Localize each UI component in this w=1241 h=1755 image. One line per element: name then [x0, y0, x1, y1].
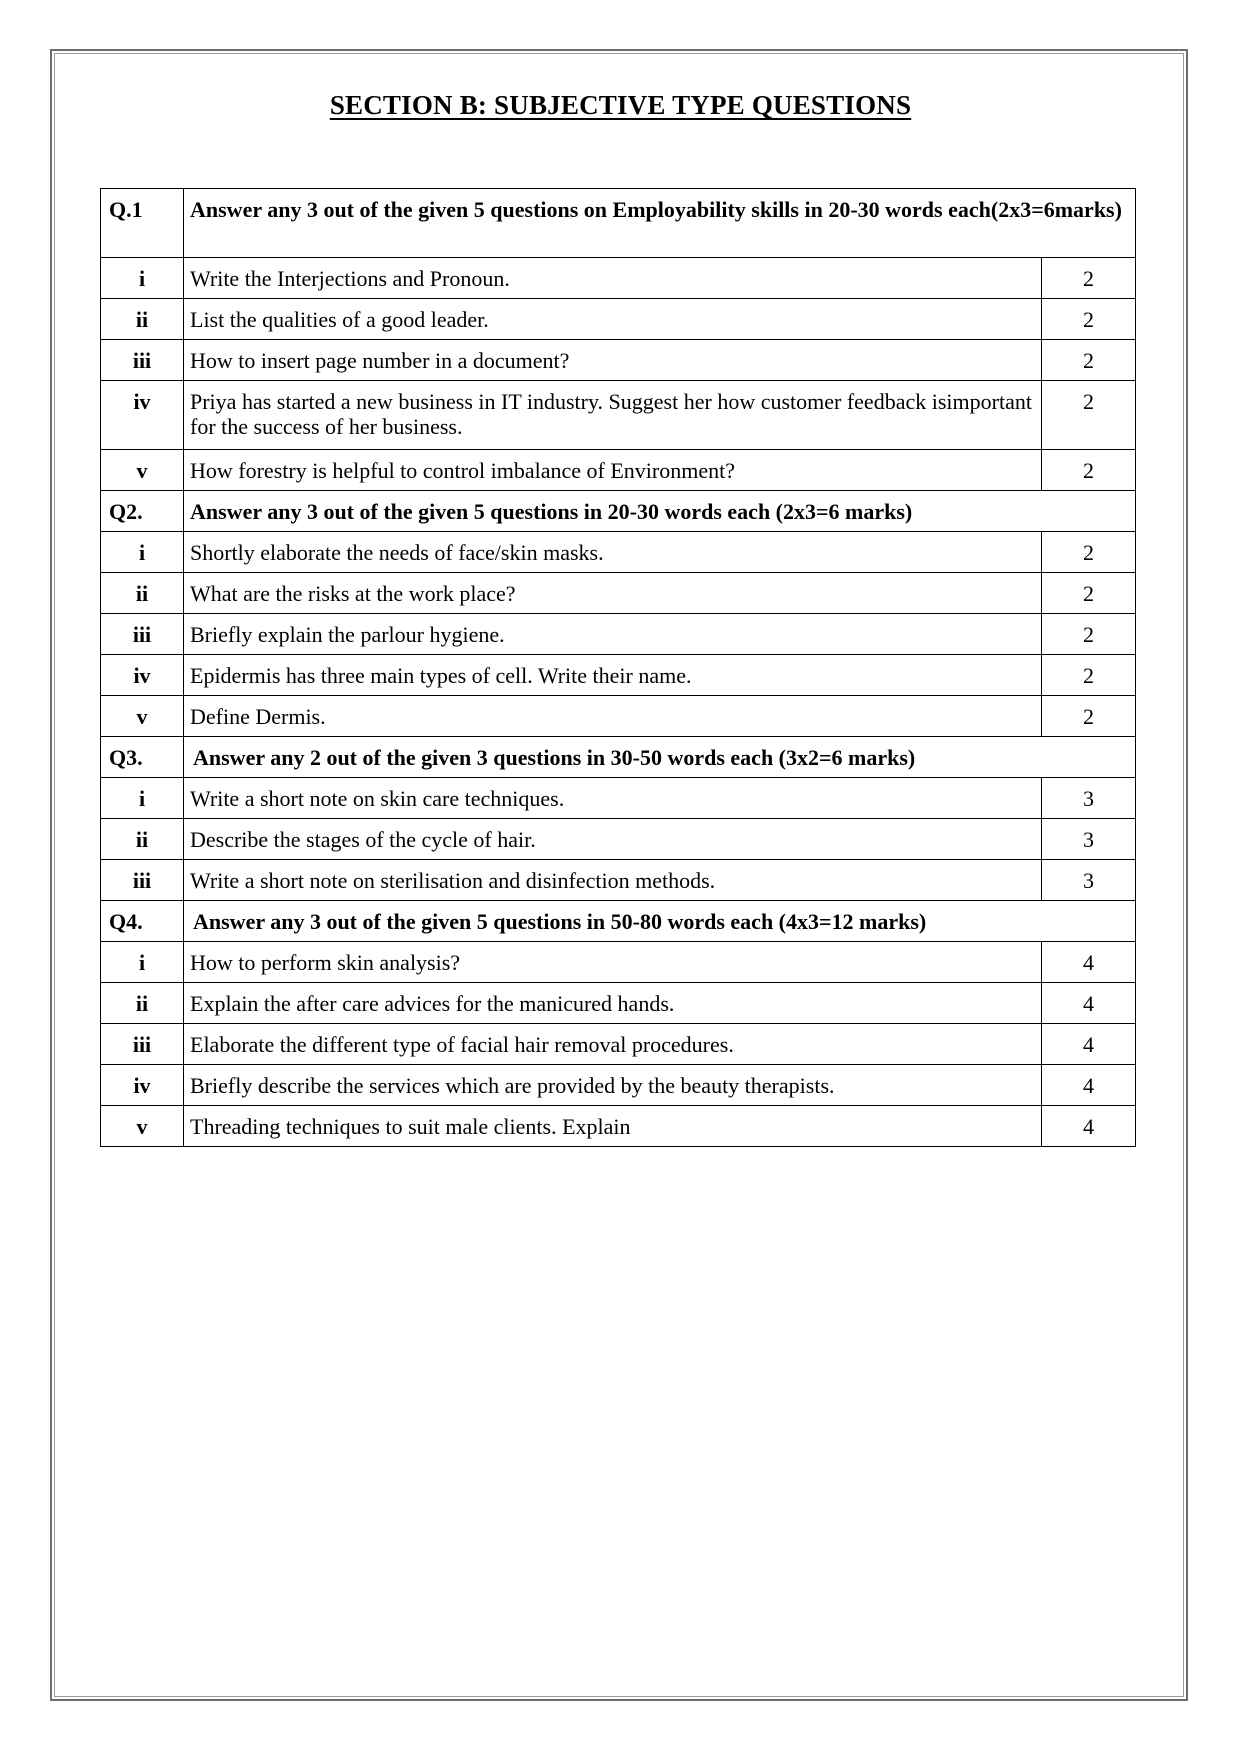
item-text: How to perform skin analysis?	[184, 942, 1042, 983]
item-marks: 2	[1042, 614, 1136, 655]
question-instruction: Answer any 2 out of the given 3 questions in 30-50 words each (3x2=6 marks)	[184, 737, 1136, 778]
item-marks: 2	[1042, 450, 1136, 491]
table-row	[101, 942, 1136, 983]
item-text: How to insert page number in a document?	[184, 340, 1042, 381]
question-label: Q.1	[101, 189, 184, 258]
item-number: iv	[101, 1065, 184, 1106]
item-marks: 2	[1042, 258, 1136, 299]
item-text: How forestry is helpful to control imbalance of Environment?	[184, 450, 1042, 491]
item-number: ii	[101, 819, 184, 860]
question-header-q4	[101, 901, 1136, 942]
item-number: iv	[101, 655, 184, 696]
item-marks: 2	[1042, 696, 1136, 737]
item-marks: 2	[1042, 381, 1136, 450]
item-number: v	[101, 1106, 184, 1147]
table-row	[101, 655, 1136, 696]
item-number: v	[101, 696, 184, 737]
item-marks: 3	[1042, 860, 1136, 901]
item-marks: 3	[1042, 819, 1136, 860]
item-number: iii	[101, 860, 184, 901]
question-instruction: Answer any 3 out of the given 5 questions in 20-30 words each (2x3=6 marks)	[184, 491, 1136, 532]
table-row	[101, 983, 1136, 1024]
item-text: Write a short note on skin care techniques.	[184, 778, 1042, 819]
question-instruction: Answer any 3 out of the given 5 questions on Employability skills in 20-30 words each(2x3=6marks)	[184, 189, 1136, 258]
question-label: Q3.	[101, 737, 184, 778]
question-instruction: Answer any 3 out of the given 5 questions in 50-80 words each (4x3=12 marks)	[184, 901, 1136, 942]
item-marks: 3	[1042, 778, 1136, 819]
table-row	[101, 258, 1136, 299]
table-row	[101, 532, 1136, 573]
table-row	[101, 614, 1136, 655]
section-title: SECTION B: SUBJECTIVE TYPE QUESTIONS	[329, 90, 912, 120]
item-text: Write the Interjections and Pronoun.	[184, 258, 1042, 299]
table-row	[101, 299, 1136, 340]
item-text: Elaborate the different type of facial hair removal procedures.	[184, 1024, 1042, 1065]
question-header-q1	[101, 189, 1136, 258]
item-marks: 2	[1042, 573, 1136, 614]
item-text: What are the risks at the work place?	[184, 573, 1042, 614]
item-text: Threading techniques to suit male clients. Explain	[184, 1106, 1042, 1147]
item-text: Define Dermis.	[184, 696, 1042, 737]
table-row	[101, 1024, 1136, 1065]
table-row	[101, 819, 1136, 860]
table-row	[101, 696, 1136, 737]
item-number: i	[101, 942, 184, 983]
item-text: Briefly explain the parlour hygiene.	[184, 614, 1042, 655]
item-number: iii	[101, 1024, 184, 1065]
item-marks: 2	[1042, 299, 1136, 340]
item-marks: 4	[1042, 1106, 1136, 1147]
item-marks: 4	[1042, 983, 1136, 1024]
table-row	[101, 450, 1136, 491]
item-number: ii	[101, 299, 184, 340]
item-marks: 4	[1042, 1024, 1136, 1065]
item-marks: 4	[1042, 1065, 1136, 1106]
question-label: Q4.	[101, 901, 184, 942]
item-number: iii	[101, 614, 184, 655]
item-number: v	[101, 450, 184, 491]
item-text: List the qualities of a good leader.	[184, 299, 1042, 340]
item-text: Shortly elaborate the needs of face/skin masks.	[184, 532, 1042, 573]
item-number: iv	[101, 381, 184, 450]
table-row	[101, 860, 1136, 901]
table-row	[101, 1106, 1136, 1147]
item-text: Describe the stages of the cycle of hair.	[184, 819, 1042, 860]
table-row	[101, 778, 1136, 819]
item-number: ii	[101, 573, 184, 614]
table-row	[101, 381, 1136, 450]
item-number: ii	[101, 983, 184, 1024]
item-marks: 2	[1042, 340, 1136, 381]
questions-table	[100, 188, 1136, 1147]
item-marks: 2	[1042, 655, 1136, 696]
item-number: i	[101, 532, 184, 573]
question-label: Q2.	[101, 491, 184, 532]
item-marks: 4	[1042, 942, 1136, 983]
item-text: Explain the after care advices for the manicured hands.	[184, 983, 1042, 1024]
item-number: i	[101, 778, 184, 819]
item-text: Epidermis has three main types of cell. Write their name.	[184, 655, 1042, 696]
table-row	[101, 1065, 1136, 1106]
item-marks: 2	[1042, 532, 1136, 573]
item-text: Write a short note on sterilisation and disinfection methods.	[184, 860, 1042, 901]
question-header-q3	[101, 737, 1136, 778]
item-number: iii	[101, 340, 184, 381]
table-row	[101, 340, 1136, 381]
question-header-q2	[101, 491, 1136, 532]
item-text: Briefly describe the services which are provided by the beauty therapists.	[184, 1065, 1042, 1106]
item-text: Priya has started a new business in IT industry. Suggest her how customer feedback isimportant for the success of her business.	[184, 381, 1042, 450]
item-number: i	[101, 258, 184, 299]
table-row	[101, 573, 1136, 614]
